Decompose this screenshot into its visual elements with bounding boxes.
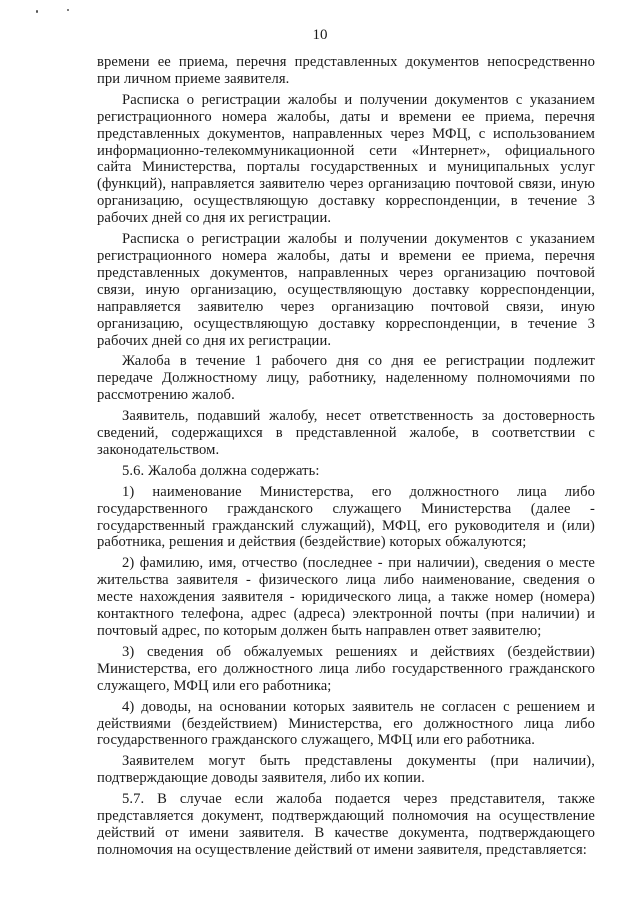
section-5-6-heading: 5.6. Жалоба должна содержать: <box>122 462 320 479</box>
paragraph-receipt-post: Расписка о регистрации жалобы и получении документов с указанием регистрационного номера жалобы, даты и времени ее приема, перечня представленных документов, направленных через организацию почтовой связи, иную организацию, осуществляющую доставку корреспонденции, направляется заявителю через организацию почтовой связи, иную организацию, осуществляющую доставку корреспонденции, в течение 3 рабочих дней со дня их регистрации. <box>97 231 595 349</box>
document-body <box>97 54 595 863</box>
paragraph-transfer-deadline: Жалоба в течение 1 рабочего дня со дня ее регистрации подлежит передаче Должностному лицу, работнику, наделенному полномочиями по рассмотрению жалоб. <box>97 353 595 404</box>
scan-speck-mark <box>36 10 38 13</box>
paragraph-continuation: времени ее приема, перечня представленных документов непосредственно при личном приеме заявителя. <box>97 54 595 87</box>
list-item-4: 4) доводы, на основании которых заявитель не согласен с решением и действиями (бездействием) Министерства, его должностного лица либо государственного гражданского служащего, МФЦ или его работника. <box>97 698 595 749</box>
list-item-1: 1) наименование Министерства, его должностного лица либо государственного гражданского служащего Министерства (далее - государственный гражданский служащий), МФЦ, его руководителя и (или) работника, решения и действия (бездействие) которых обжалуются; <box>97 483 595 551</box>
list-item-2: 2) фамилию, имя, отчество (последнее - при наличии), сведения о месте жительства заявителя - физического лица либо наименование, сведения о месте нахождения заявителя - юридического лица, а также номер (номера) контактного телефона, адрес (адреса) электронной почты (при наличии) и почтовый адрес, по которым должен быть направлен ответ заявителю; <box>97 555 595 639</box>
list-item-3: 3) сведения об обжалуемых решениях и действиях (бездействии) Министерства, его должностного лица либо государственного гражданского служащего, МФЦ или его работника; <box>97 643 595 694</box>
section-5-7-paragraph: 5.7. В случае если жалоба подается через представителя, также представляется документ, подтверждающий полномочия на осуществление действий от имени заявителя. В качестве документа, подтверждающего полномочия на осуществление действий от имени заявителя, представляется: <box>97 791 595 858</box>
paragraph-supporting-documents: Заявителем могут быть представлены документы (при наличии), подтверждающие доводы заявителя, либо их копии. <box>97 753 595 787</box>
page-number: 10 <box>312 27 328 43</box>
paragraph-applicant-responsibility: Заявитель, подавший жалобу, несет ответственность за достоверность сведений, содержащихся в представленной жалобе, в соответствии с законодательством. <box>97 408 595 458</box>
paragraph-receipt-mfc: Расписка о регистрации жалобы и получении документов с указанием регистрационного номера жалобы, даты и времени ее приема, перечня представленных документов, направленных через МФЦ, с использованием информационно-телекоммуникационной сети «Интернет», официального сайта Министерства, порталы государственных и муниципальных услуг (функций), направляется заявителю через организацию почтовой связи, иную организацию, осуществляющую доставку корреспонденции, в течение 3 рабочих дней со дня их регистрации. <box>97 91 595 227</box>
scan-speck-mark <box>67 9 69 11</box>
